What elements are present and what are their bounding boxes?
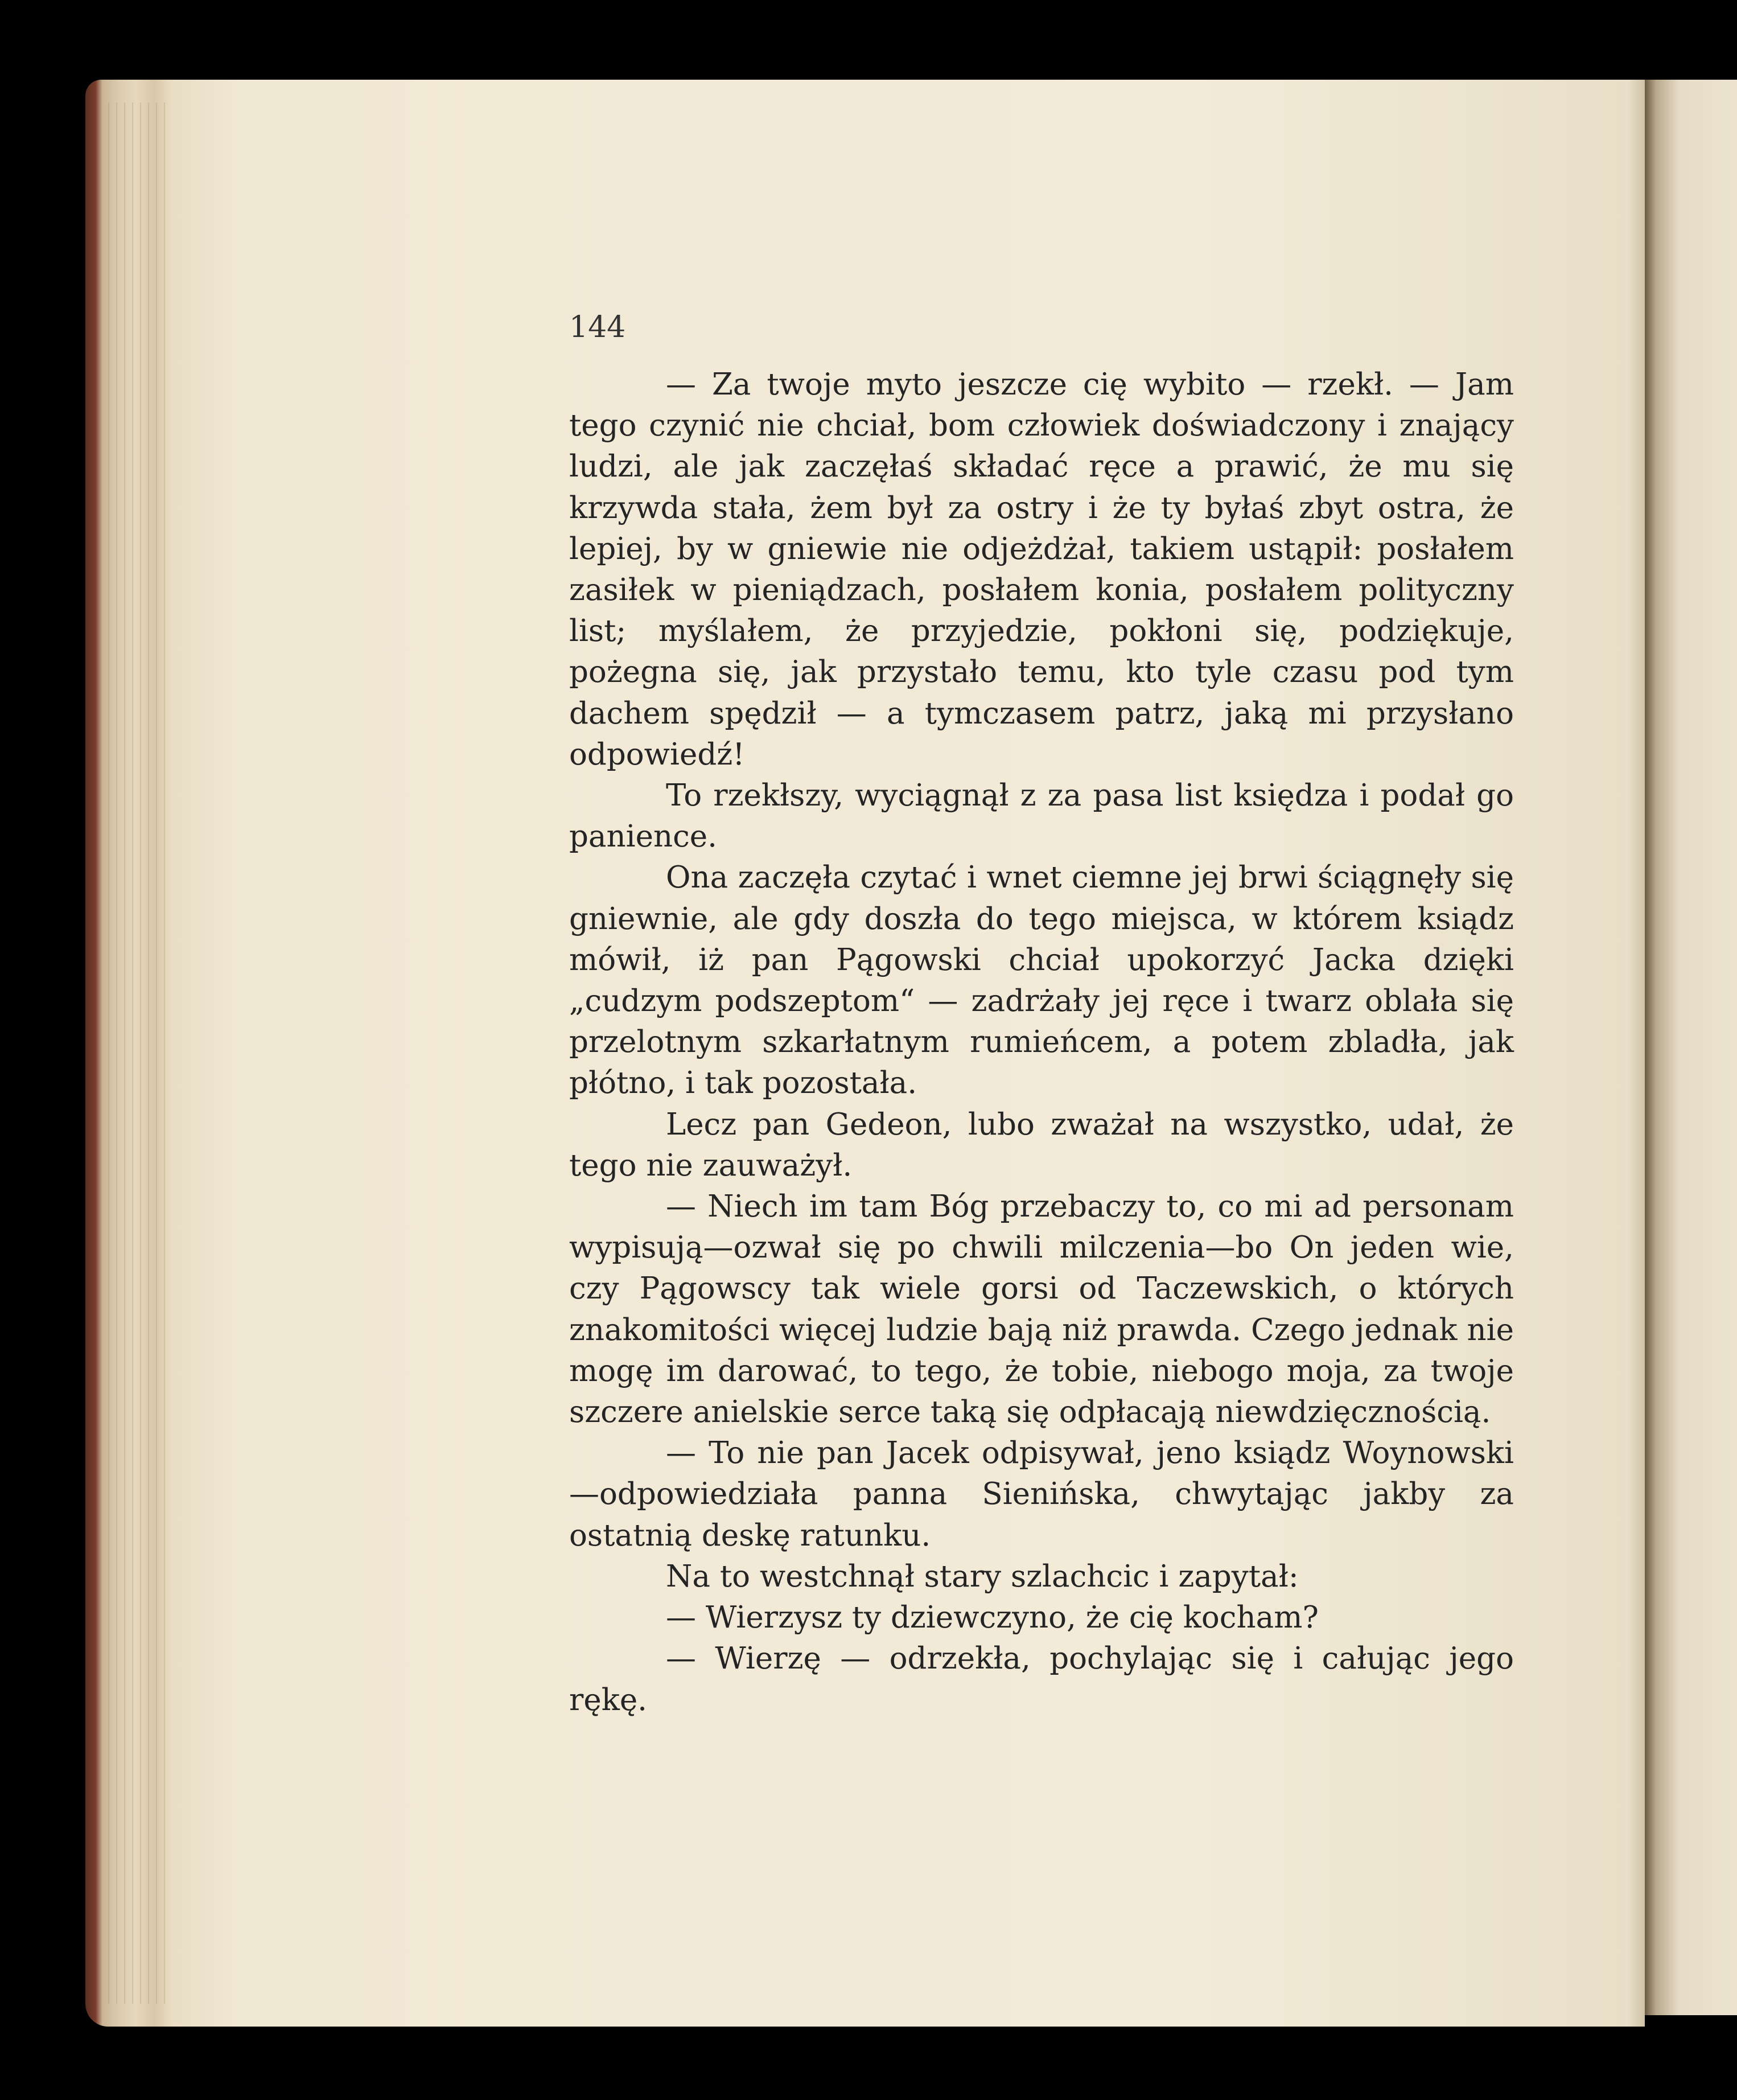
paragraph: — Wierzysz ty dziewczyno, że cię kocham? xyxy=(666,1600,1319,1635)
paragraph: Lecz pan Gedeon, lubo zważał na wszystko, udał, że tego nie zauważył. xyxy=(569,1107,1514,1183)
page-text xyxy=(569,364,1514,1721)
paragraph: Ona zaczęła czytać i wnet ciemne jej brwi ściągnęły się gniewnie, ale gdy doszła do tego miejsca, w którem ksiądz mówił, iż pan Pągowski chciał upokorzyć Jacka dzięki „cudzym podszeptom“ — zadrżały jej ręce i twarz oblała się przelotnym szkarłatnym rumieńcem, a potem zbladła, jak płótno, i tak pozostała. xyxy=(569,860,1514,1101)
paragraph: — Wierzę — odrzekła, pochylając się i całując jego rękę. xyxy=(569,1641,1514,1717)
facing-page-edge xyxy=(1645,80,1737,2015)
paragraph: — Niech im tam Bóg przebaczy to, co mi ad personam wypisują—ozwał się po chwili milczenia—bo On jeden wie, czy Pągowscy tak wiele gorsi od Taczewskich, o których znakomitości więcej ludzie bają niż prawda. Czego jednak nie mogę im darować, to tego, że tobie, niebogo moja, za twoje szczere anielskie serce taką się odpłacają niewdzięcznością. xyxy=(569,1189,1514,1430)
paragraph: To rzekłszy, wyciągnął z za pasa list księdza i podał go panience. xyxy=(569,778,1514,854)
paragraph: Na to westchnął stary szlachcic i zapytał: xyxy=(666,1559,1299,1594)
page-number: 144 xyxy=(569,310,626,344)
paragraph: — To nie pan Jacek odpisywał, jeno ksiądz Woynowski—odpowiedziała panna Sienińska, chwytając jakby za ostatnią deskę ratunku. xyxy=(569,1436,1514,1553)
paragraph: — Za twoje myto jeszcze cię wybito — rzekł. — Jam tego czynić nie chciał, bom człowiek doświadczony i znający ludzi, ale jak zaczęłaś składać ręce a prawić, że mu się krzywda stała, żem był za ostry i że ty byłaś zbyt ostra, że lepiej, by w gniewie nie odjeżdżał, takiem ustąpił: posłałem zasiłek w pieniądzach, posłałem konia, posłałem polityczny list; myślałem, że przyjedzie, pokłoni się, podziękuje, pożegna się, jak przystało temu, kto tyle czasu pod tym dachem spędził — a tymczasem patrz, jaką mi przysłano odpowiedź! xyxy=(569,367,1514,772)
